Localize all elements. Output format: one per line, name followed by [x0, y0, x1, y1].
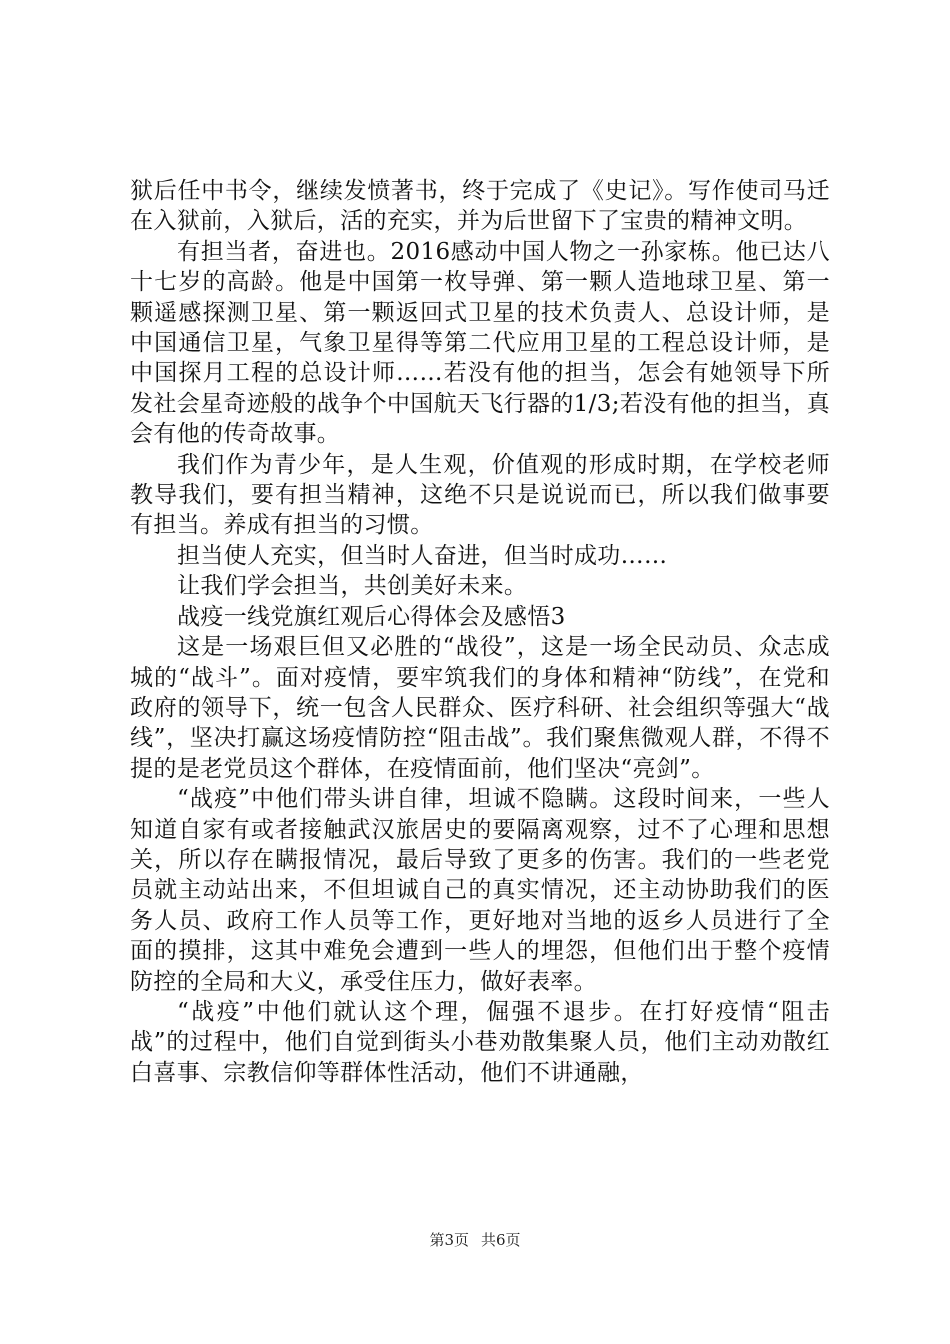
document-body	[130, 176, 830, 1088]
page-number: 第3页	[429, 1231, 469, 1249]
paragraph-responsibility-summary: 担当使人充实，但当时人奋进，但当时成功……	[177, 542, 668, 569]
paragraph-sun-jiadong: 有担当者，奋进也。2016感动中国人物之一孙家栋。他已达八十七岁的高龄。他是中国第一枚导弹、第一颗人造地球卫星、第一颗遥感探测卫星、第一颗返回式卫星的技术负责人、总设计师，是中国通信卫星，气象卫星得等第二代应用卫星的工程总设计师，是中国探月工程的总设计师……若没有他的担当，怎会有她领导下所发社会星奇迹般的战争个中国航天飞行器的1/3;若没有他的担当，真会有他的传奇故事。	[130, 238, 830, 448]
paragraph-continuation: 狱后任中书令，继续发愤著书，终于完成了《史记》。写作使司马迁在入狱前，入狱后，活的充实，并为后世留下了宝贵的精神文明。	[130, 178, 830, 235]
paragraph-youth-responsibility: 我们作为青少年，是人生观，价值观的形成时期，在学校老师教导我们，要有担当精神，这绝不只是说说而已，所以我们做事要有担当。养成有担当的习惯。	[130, 451, 830, 539]
page-total: 共6页	[481, 1231, 521, 1249]
page-footer	[0, 1230, 950, 1250]
paragraph-self-discipline: “战疫”中他们带头讲自律，坦诚不隐瞒。这段时间来，一些人知道自家有或者接触武汉旅居史的要隔离观察，过不了心理和思想关，所以存在瞒报情况，最后导致了更多的伤害。我们的一些老党员就主动站出来，不但坦诚自己的真实情况，还主动协助我们的医务人员、政府工作人员等工作，更好地对当地的返乡人员进行了全面的摸排，这其中难免会遭到一些人的埋怨，但他们出于整个疫情防控的全局和大义，承受住压力，做好表率。	[130, 786, 830, 995]
paragraph-battle-intro: 这是一场艰巨但又必胜的“战役”，这是一场全民动员、众志成城的“战斗”。面对疫情，要牢筑我们的身体和精神“防线”，在党和政府的领导下，统一包含人民群众、医疗科研、社会组织等强大“战线”，坚决打赢这场疫情防控“阻击战”。我们聚焦微观人群，不得不提的是老党员这个群体，在疫情面前，他们坚决“亮剑”。	[130, 634, 830, 782]
section-heading: 战疫一线党旗红观后心得体会及感悟3	[177, 603, 566, 630]
paragraph-closing-call: 让我们学会担当，共创美好未来。	[177, 573, 528, 600]
paragraph-persistence: “战疫”中他们就认这个理，倔强不退步。在打好疫情“阻击战”的过程中，他们自觉到街头小巷劝散集聚人员，他们主动劝散红白喜事、宗教信仰等群体性活动，他们不讲通融，	[130, 998, 830, 1086]
